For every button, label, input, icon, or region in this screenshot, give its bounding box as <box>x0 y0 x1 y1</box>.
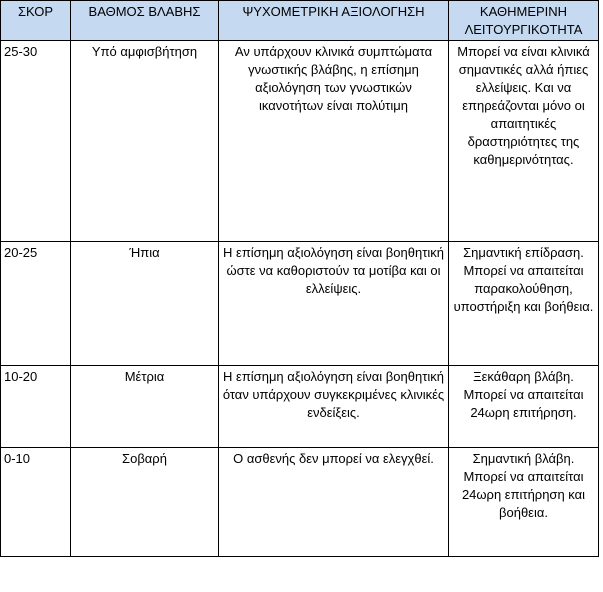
score-cell: 20-25 <box>1 242 71 366</box>
table-row <box>1 242 599 366</box>
degree-cell: Υπό αμφισβήτηση <box>71 41 219 242</box>
table-row <box>1 448 599 557</box>
degree-cell: Σοβαρή <box>71 448 219 557</box>
assessment-cell: Αν υπάρχουν κλινικά συμπτώματα γνωστικής βλάβης, η επίσημη αξιολόγηση των γνωστικών ικανοτήτων είναι πολύτιμη <box>219 41 449 242</box>
score-cell: 0-10 <box>1 448 71 557</box>
degree-cell: Μέτρια <box>71 366 219 448</box>
assessment-cell: Η επίσημη αξιολόγηση είναι βοηθητική όταν υπάρχουν συγκεκριμένες κλινικές ενδείξεις. <box>219 366 449 448</box>
assessment-cell: Ο ασθενής δεν μπορεί να ελεγχθεί. <box>219 448 449 557</box>
degree-cell: Ήπια <box>71 242 219 366</box>
assessment-cell: Η επίσημη αξιολόγηση είναι βοηθητική ώστε να καθοριστούν τα μοτίβα και οι ελλείψεις. <box>219 242 449 366</box>
header-daily-function: ΚΑΘΗΜΕΡΙΝΗ ΛΕΙΤΟΥΡΓΙΚΟΤΗΤΑ <box>449 1 599 41</box>
daily-function-cell: Μπορεί να είναι κλινικά σημαντικές αλλά ήπιες ελλείψεις. Και να επηρεάζονται μόνο οι απαιτητικές δραστηριότητες της καθημερινότητας. <box>449 41 599 242</box>
header-row <box>1 1 599 41</box>
score-cell: 25-30 <box>1 41 71 242</box>
table-row <box>1 366 599 448</box>
header-assessment: ΨΥΧΟΜΕΤΡΙΚΗ ΑΞΙΟΛΟΓΗΣΗ <box>219 1 449 41</box>
header-score: ΣΚΟΡ <box>1 1 71 41</box>
daily-function-cell: Σημαντική βλάβη. Μπορεί να απαιτείται 24ωρη επιτήρηση και βοήθεια. <box>449 448 599 557</box>
daily-function-cell: Σημαντική επίδραση. Μπορεί να απαιτείται παρακολούθηση, υποστήριξη και βοήθεια. <box>449 242 599 366</box>
score-cell: 10-20 <box>1 366 71 448</box>
header-degree: ΒΑΘΜΟΣ ΒΛΑΒΗΣ <box>71 1 219 41</box>
table-row <box>1 41 599 242</box>
daily-function-cell: Ξεκάθαρη βλάβη. Μπορεί να απαιτείται 24ωρη επιτήρηση. <box>449 366 599 448</box>
